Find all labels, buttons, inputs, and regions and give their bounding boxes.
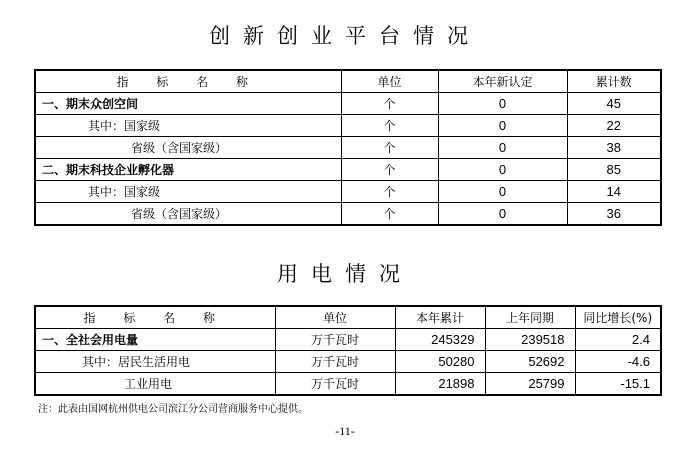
electricity-table	[34, 305, 662, 396]
row-unit: 个	[341, 93, 438, 115]
row-current: 21898	[395, 373, 485, 396]
row-name: 其中：居民生活用电	[35, 351, 275, 373]
table-row	[35, 181, 661, 203]
row-name: 其中：国家级	[35, 115, 341, 137]
row-name: 省级（含国家级）	[35, 137, 341, 159]
table-row	[35, 137, 661, 159]
table-row	[35, 351, 661, 373]
row-unit: 个	[341, 137, 438, 159]
header-indicator-name: 指 标 名 称	[35, 306, 275, 329]
row-name: 一、期末众创空间	[35, 93, 341, 115]
row-name: 其中：国家级	[35, 181, 341, 203]
row-unit: 万千瓦时	[275, 373, 395, 396]
row-new: 0	[438, 137, 567, 159]
header-new-certified: 本年新认定	[438, 70, 567, 93]
header-prior-period: 上年同期	[485, 306, 575, 329]
header-yoy-growth: 同比增长(%)	[575, 306, 661, 329]
table-header-row	[35, 306, 661, 329]
row-growth: -4.6	[575, 351, 661, 373]
row-total: 38	[567, 137, 661, 159]
row-prior: 25799	[485, 373, 575, 396]
row-name: 省级（含国家级）	[35, 203, 341, 226]
row-current: 50280	[395, 351, 485, 373]
header-unit: 单位	[341, 70, 438, 93]
row-unit: 个	[341, 159, 438, 181]
header-current-cumulative: 本年累计	[395, 306, 485, 329]
header-unit: 单位	[275, 306, 395, 329]
platform-section-title: 创新创业平台情况	[209, 24, 481, 48]
electricity-section-title: 用电情况	[277, 262, 413, 286]
table-row	[35, 203, 661, 226]
row-new: 0	[438, 159, 567, 181]
row-unit: 万千瓦时	[275, 351, 395, 373]
row-name: 二、期末科技企业孵化器	[35, 159, 341, 181]
row-new: 0	[438, 203, 567, 226]
row-name: 一、全社会用电量	[35, 329, 275, 351]
source-note: 注：此表由国网杭州供电公司滨江分公司营商服务中心提供。	[38, 404, 308, 415]
table-row	[35, 115, 661, 137]
row-prior: 239518	[485, 329, 575, 351]
row-unit: 个	[341, 203, 438, 226]
row-total: 45	[567, 93, 661, 115]
row-current: 245329	[395, 329, 485, 351]
header-indicator-name: 指 标 名 称	[35, 70, 341, 93]
row-new: 0	[438, 181, 567, 203]
row-new: 0	[438, 93, 567, 115]
row-unit: 个	[341, 115, 438, 137]
row-total: 14	[567, 181, 661, 203]
row-total: 22	[567, 115, 661, 137]
table-row	[35, 373, 661, 396]
table-row	[35, 159, 661, 181]
row-name: 工业用电	[35, 373, 275, 396]
table-row	[35, 93, 661, 115]
table-row	[35, 329, 661, 351]
row-growth: 2.4	[575, 329, 661, 351]
table-header-row	[35, 70, 661, 93]
row-unit: 个	[341, 181, 438, 203]
row-total: 36	[567, 203, 661, 226]
innovation-platform-table	[34, 69, 662, 226]
row-new: 0	[438, 115, 567, 137]
page-number: -11-	[335, 424, 355, 438]
row-unit: 万千瓦时	[275, 329, 395, 351]
row-total: 85	[567, 159, 661, 181]
row-growth: -15.1	[575, 373, 661, 396]
row-prior: 52692	[485, 351, 575, 373]
header-cumulative: 累计数	[567, 70, 661, 93]
